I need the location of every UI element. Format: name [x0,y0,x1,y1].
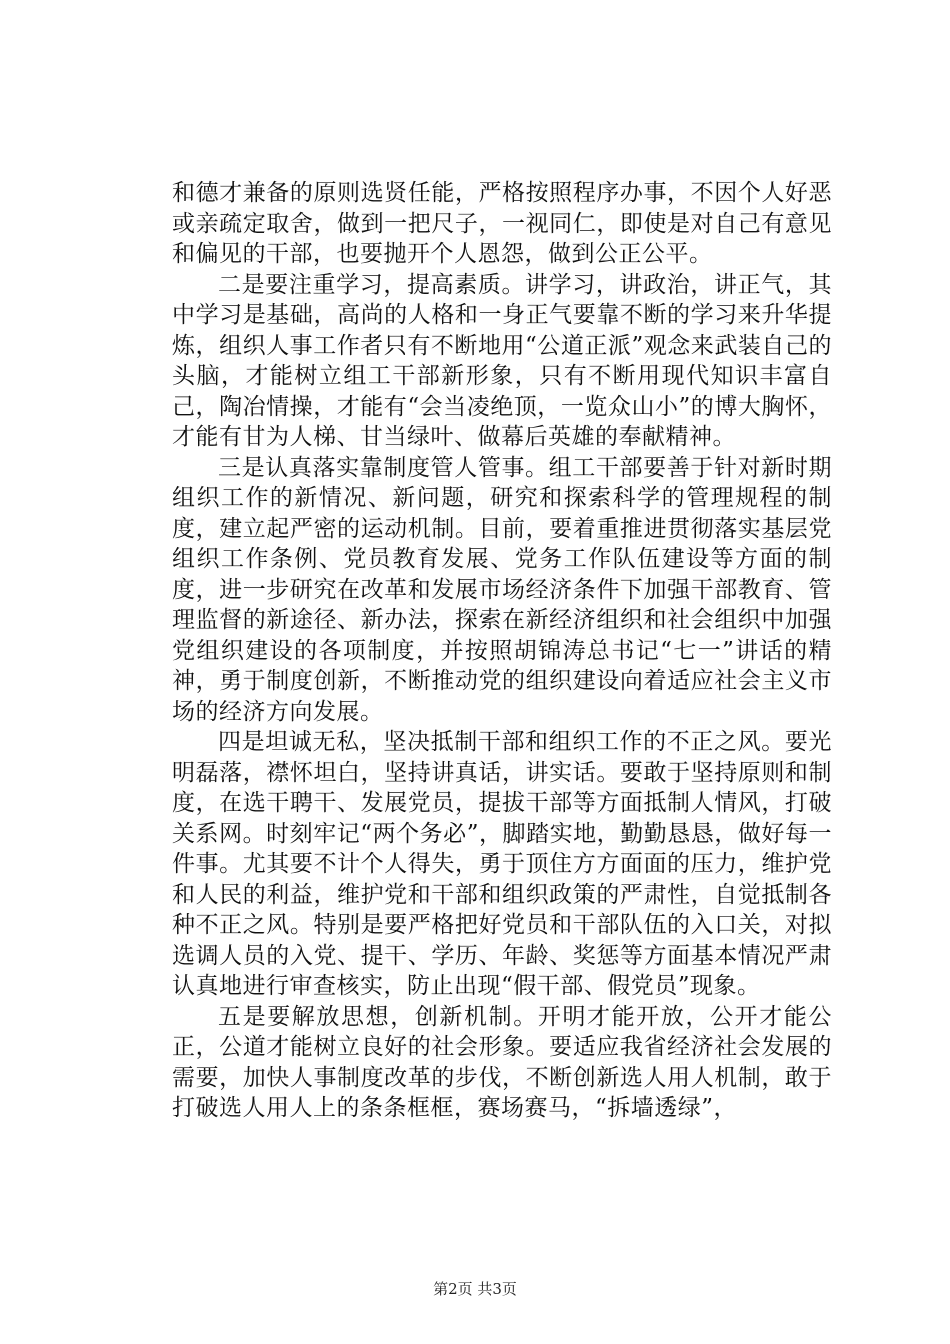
paragraph-innovation: 五是要解放思想，创新机制。开明才能开放，公开才能公正，公道才能树立良好的社会形象。要适应我省经济社会发展的需要，加快人事制度改革的步伐，不断创新选人用人机制，敢于打破选人用人上的条条框框，赛场赛马，“拆墙透绿”， [172,1003,832,1121]
paragraph-continuation: 和德才兼备的原则选贤任能，严格按照程序办事，不因个人好恶或亲疏定取舍，做到一把尺子，一视同仁，即使是对自己有意见和偏见的干部，也要抛开个人恩怨，做到公正公平。 [172,180,832,267]
paragraph-system: 三是认真落实靠制度管人管事。组工干部要善于针对新时期组织工作的新情况、新问题，研究和探索科学的管理规程的制度，建立起严密的运动机制。目前，要着重推进贯彻落实基层党组织工作条例、党员教育发展、党务工作队伍建设等方面的制度，进一步研究在改革和发展市场经济条件下加强干部教育、管理监督的新途径、新办法，探索在新经济组织和社会组织中加强党组织建设的各项制度，并按照胡锦涛总书记“七一”讲话的精神，勇于制度创新，不断推动党的组织建设向着适应社会主义市场的经济方向发展。 [172,454,832,725]
body-text [172,178,832,1124]
paragraph-study: 二是要注重学习，提高素质。讲学习，讲政治，讲正气，其中学习是基础，高尚的人格和一身正气要靠不断的学习来升华提炼，组织人事工作者只有不断地用“公道正派”观念来武装自己的头脑，才能树立组工干部新形象，只有不断用现代知识丰富自己，陶冶情操，才能有“会当凌绝顶，一览众山小”的博大胸怀，才能有甘为人梯、甘当绿叶、做幕后英雄的奉献精神。 [172,271,832,450]
paragraph-integrity: 四是坦诚无私，坚决抵制干部和组织工作的不正之风。要光明磊落，襟怀坦白，坚持讲真话，讲实话。要敢于坚持原则和制度，在选干聘干、发展党员，提拔干部等方面抵制人情风，打破关系网。时刻牢记“两个务必”，脚踏实地，勤勤恳恳，做好每一件事。尤其要不计个人得失，勇于顶住方方面面的压力，维护党和人民的利益，维护党和干部和组织政策的严肃性，自觉抵制各种不正之风。特别是要严格把好党员和干部队伍的入口关，对拟选调人员的入党、提干、学历、年龄、奖惩等方面基本情况严肃认真地进行审查核实，防止出现“假干部、假党员”现象。 [172,729,832,999]
page-number-footer: 第2页 共3页 [433,1280,517,1298]
